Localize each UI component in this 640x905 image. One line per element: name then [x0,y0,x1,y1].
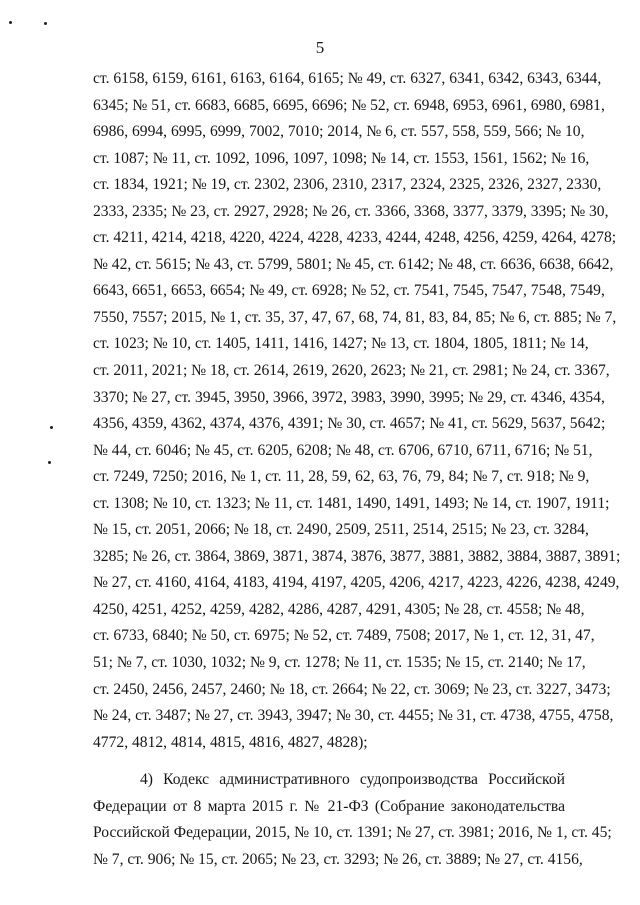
text-line: 2333, 2335; № 23, ст. 2927, 2928; № 26, ст. 3366, 3368, 3377, 3379, 3395; № 30, [93,202,609,220]
document-body [93,66,621,873]
text-line: 4) Кодекс административного судопроизводства Российской [140,771,565,789]
text-line: 51; № 7, ст. 1030, 1032; № 9, ст. 1278; № 11, ст. 1535; № 15, ст. 2140; № 17, [93,654,586,672]
scan-speck [48,461,51,464]
text-line: № 7, ст. 906; № 15, ст. 2065; № 23, ст. 3293; № 26, ст. 3889; № 27, ст. 4156, [93,850,583,868]
text-line: ст. 1087; № 11, ст. 1092, 1096, 1097, 1098; № 14, ст. 1553, 1561, 1562; № 16, [93,149,590,167]
text-line: 6986, 6994, 6995, 6999, 7002, 7010; 2014, № 6, ст. 557, 558, 559, 566; № 10, [93,123,585,141]
scan-speck [50,426,53,429]
paragraph-gap [93,756,565,767]
text-line: 6345; № 51, ст. 6683, 6685, 6695, 6696; № 52, ст. 6948, 6953, 6961, 6980, 6981, [93,96,605,114]
text-line: ст. 1023; № 10, ст. 1405, 1411, 1416, 1427; № 13, ст. 1804, 1805, 1811; № 14, [93,335,589,353]
text-line: № 27, ст. 4160, 4164, 4183, 4194, 4197, 4205, 4206, 4217, 4223, 4226, 4238, 4249, [93,574,620,592]
text-line: ст. 6158, 6159, 6161, 6163, 6164, 6165; № 49, ст. 6327, 6341, 6342, 6343, 6344, [93,70,602,87]
text-line: Федерации от 8 марта 2015 г. № 21-ФЗ (Собрание законодательства [93,797,565,815]
text-line: ст. 4211, 4214, 4218, 4220, 4224, 4228, 4233, 4244, 4248, 4256, 4259, 4264, 4278; [93,229,617,247]
text-line: ст. 2450, 2456, 2457, 2460; № 18, ст. 2664; № 22, ст. 3069; № 23, ст. 3227, 3473; [93,680,611,698]
text-line: 6643, 6651, 6653, 6654; № 49, ст. 6928; № 52, ст. 7541, 7545, 7547, 7548, 7549, [93,282,605,300]
text-line: № 15, ст. 2051, 2066; № 18, ст. 2490, 2509, 2511, 2514, 2515; № 23, ст. 3284, [93,521,589,539]
text-line: 4356, 4359, 4362, 4374, 4376, 4391; № 30, ст. 4657; № 41, ст. 5629, 5637, 5642; [93,415,606,433]
text-line: 3285; № 26, ст. 3864, 3869, 3871, 3874, 3876, 3877, 3881, 3882, 3884, 3887, 3891; [93,547,621,565]
paragraph-item-4 [93,767,612,873]
text-line: 7550, 7557; 2015, № 1, ст. 35, 37, 47, 67, 68, 74, 81, 83, 84, 85; № 6, ст. 885; № 7, [93,308,617,326]
text-line: ст. 2011, 2021; № 18, ст. 2614, 2619, 2620, 2623; № 21, ст. 2981; № 24, ст. 3367, [93,362,610,380]
text-line: № 42, ст. 5615; № 43, ст. 5799, 5801; № 45, ст. 6142; № 48, ст. 6636, 6638, 6642, [93,255,614,273]
text-line: 3370; № 27, ст. 3945, 3950, 3966, 3972, 3983, 3990, 3995; № 29, ст. 4346, 4354, [93,388,605,406]
text-line: ст. 6733, 6840; № 50, ст. 6975; № 52, ст. 7489, 7508; 2017, № 1, ст. 12, 31, 47, [93,627,595,645]
text-line: ст. 1308; № 10, ст. 1323; № 11, ст. 1481, 1490, 1491, 1493; № 14, ст. 1907, 1911; [93,494,610,512]
text-line: № 44, ст. 6046; № 45, ст. 6205, 6208; № 48, ст. 6706, 6710, 6711, 6716; № 51, [93,441,593,459]
text-line: ст. 7249, 7250; 2016, № 1, ст. 11, 28, 59, 62, 63, 76, 79, 84; № 7, ст. 918; № 9, [93,468,590,486]
text-line: № 24, ст. 3487; № 27, ст. 3943, 3947; № 30, ст. 4455; № 31, ст. 4738, 4755, 4758, [93,707,614,725]
text-line: 4250, 4251, 4252, 4259, 4282, 4286, 4287, 4291, 4305; № 28, ст. 4558; № 48, [93,600,585,618]
page-number: 5 [315,38,325,57]
text-line: 4772, 4812, 4814, 4815, 4816, 4827, 4828); [93,733,368,751]
text-line: ст. 1834, 1921; № 19, ст. 2302, 2306, 2310, 2317, 2324, 2325, 2326, 2327, 2330, [93,176,602,194]
scan-speck [44,22,47,25]
paragraph-citations [93,66,621,756]
text-line: Российской Федерации, 2015, № 10, ст. 1391; № 27, ст. 3981; 2016, № 1, ст. 45; [93,824,612,842]
scan-speck [9,21,12,24]
